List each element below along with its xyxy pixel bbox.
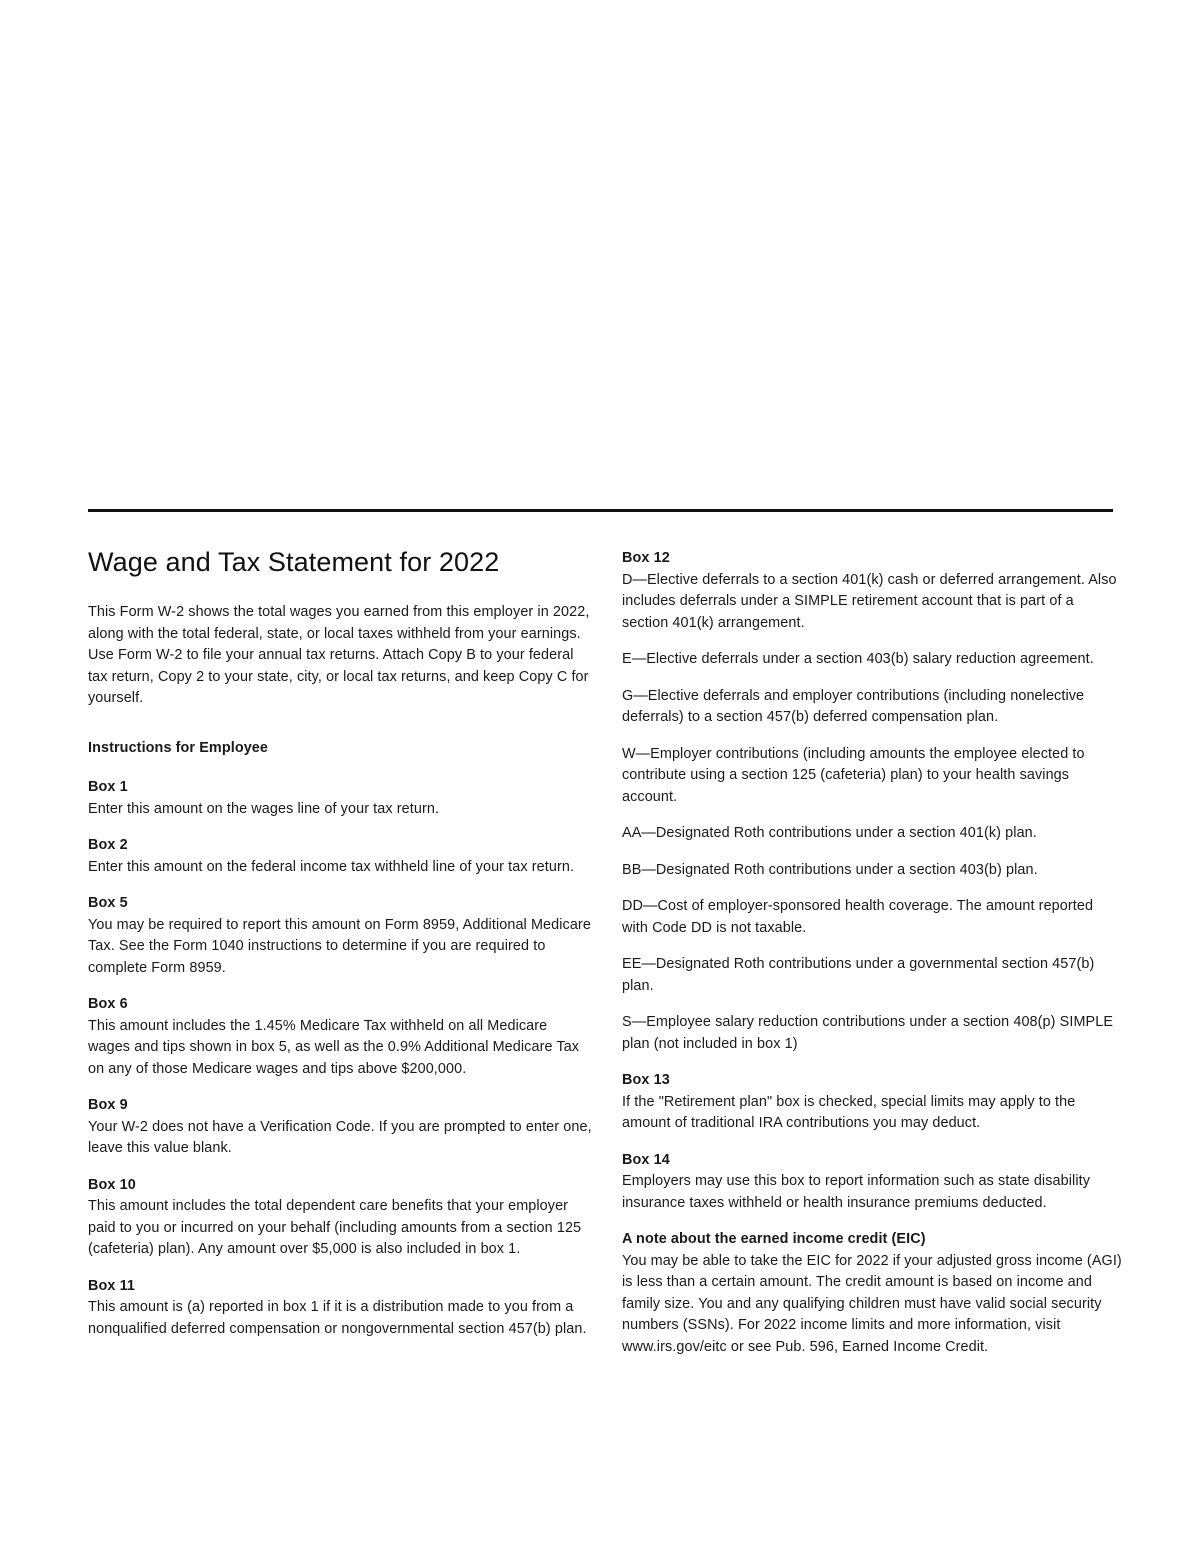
box-12-code-g: G—Elective deferrals and employer contributions (including nonelective deferrals) to a section 457(b) deferred compensation plan. <box>622 687 1085 725</box>
box-text: Enter this amount on the wages line of your tax return. <box>88 800 440 817</box>
box-12-code-ee: EE—Designated Roth contributions under a governmental section 457(b) plan. <box>622 956 1095 994</box>
box-9-section <box>88 1095 593 1160</box>
box-6-section <box>88 994 593 1080</box>
box-text: This amount includes the total dependent care benefits that your employer paid to you or incurred on your behalf (including amounts from a section 125 (cafeteria) plan). Any amount over $5,000 is also included in box 1. <box>88 1198 582 1257</box>
box-12-section <box>622 548 1122 1055</box>
box-12-code-aa: AA—Designated Roth contributions under a section 401(k) plan. <box>622 825 1037 841</box>
box-text: You may be able to take the EIC for 2022 if your adjusted gross income (AGI) is less than a certain amount. The credit amount is based on income and family size. You and any qualifying children must have valid social security numbers (SSNs). For 2022 income limits and more information, visit www.irs.gov/eitc or see Pub. 596, Earned Income Credit. <box>622 1252 1122 1355</box>
section-divider-rule <box>88 509 1113 512</box>
box-12-code-d: D—Elective deferrals to a section 401(k) cash or deferred arrangement. Also includes deferrals under a SIMPLE retirement account that is part of a section 401(k) arrangement. <box>622 571 1117 631</box>
box-12-code-s: S—Employee salary reduction contributions under a section 408(p) SIMPLE plan (not included in box 1) <box>622 1014 1114 1052</box>
box-11-section <box>88 1276 593 1341</box>
box-14-section <box>622 1150 1122 1215</box>
box-12-code-bb: BB—Designated Roth contributions under a section 403(b) plan. <box>622 861 1038 878</box>
box-text: If the "Retirement plan" box is checked, special limits may apply to the amount of traditional IRA contributions you may deduct. <box>622 1093 1076 1131</box>
box-heading: Box 9 <box>88 1097 128 1113</box>
box-text: This amount is (a) reported in box 1 if it is a distribution made to you from a nonqualified deferred compensation or nongovernmental section 457(b) plan. <box>88 1299 587 1337</box>
box-5-section <box>88 893 593 979</box>
box-heading: Box 5 <box>88 895 128 911</box>
box-heading: Box 12 <box>622 550 670 566</box>
box-text: Your W-2 does not have a Verification Code. If you are prompted to enter one, leave this value blank. <box>88 1118 592 1156</box>
box-heading: Box 2 <box>88 837 128 853</box>
box-12-code-e: E—Elective deferrals under a section 403(b) salary reduction agreement. <box>622 651 1094 667</box>
box-heading: Box 13 <box>622 1072 670 1088</box>
box-2-section <box>88 835 593 878</box>
page-title: Wage and Tax Statement for 2022 <box>88 547 500 577</box>
box-heading: Box 11 <box>88 1277 135 1294</box>
box-heading: Box 10 <box>88 1176 136 1193</box>
box-text: Employers may use this box to report information such as state disability insurance taxes withheld or health insurance premiums deducted. <box>622 1173 1091 1211</box>
box-12-code-dd: DD—Cost of employer-sponsored health coverage. The amount reported with Code DD is not taxable. <box>622 898 1094 936</box>
box-10-section <box>88 1175 593 1261</box>
eic-note-section <box>622 1229 1122 1358</box>
box-12-code-w: W—Employer contributions (including amounts the employee elected to contribute using a section 125 (cafeteria) plan) to your health savings account. <box>622 745 1085 805</box>
box-13-section <box>622 1070 1122 1135</box>
box-1-section <box>88 777 593 820</box>
box-heading: A note about the earned income credit (EIC) <box>622 1231 926 1247</box>
box-text: This amount includes the 1.45% Medicare Tax withheld on all Medicare wages and tips shown in box 5, as well as the 0.9% Additional Medicare Tax on any of those Medicare wages and tips above $200,000. <box>88 1017 580 1077</box>
box-heading: Box 6 <box>88 996 128 1012</box>
box-text: You may be required to report this amount on Form 8959, Additional Medicare Tax. See the Form 1040 instructions to determine if you are required to complete Form 8959. <box>88 916 591 976</box>
right-column <box>622 548 1122 1373</box>
box-heading: Box 14 <box>622 1151 670 1168</box>
intro-paragraph: This Form W-2 shows the total wages you earned from this employer in 2022, along with the total federal, state, or local taxes withheld from your earnings. Use Form W-2 to file your annual tax returns. Attach Copy B to your federal tax return, Copy 2 to your state, city, or local tax returns, and keep Copy C for yourself. <box>88 604 590 706</box>
instructions-heading: Instructions for Employee <box>88 739 269 756</box>
box-text: Enter this amount on the federal income tax withheld line of your tax return. <box>88 858 575 875</box>
left-column <box>88 543 593 1355</box>
box-heading: Box 1 <box>88 779 128 795</box>
